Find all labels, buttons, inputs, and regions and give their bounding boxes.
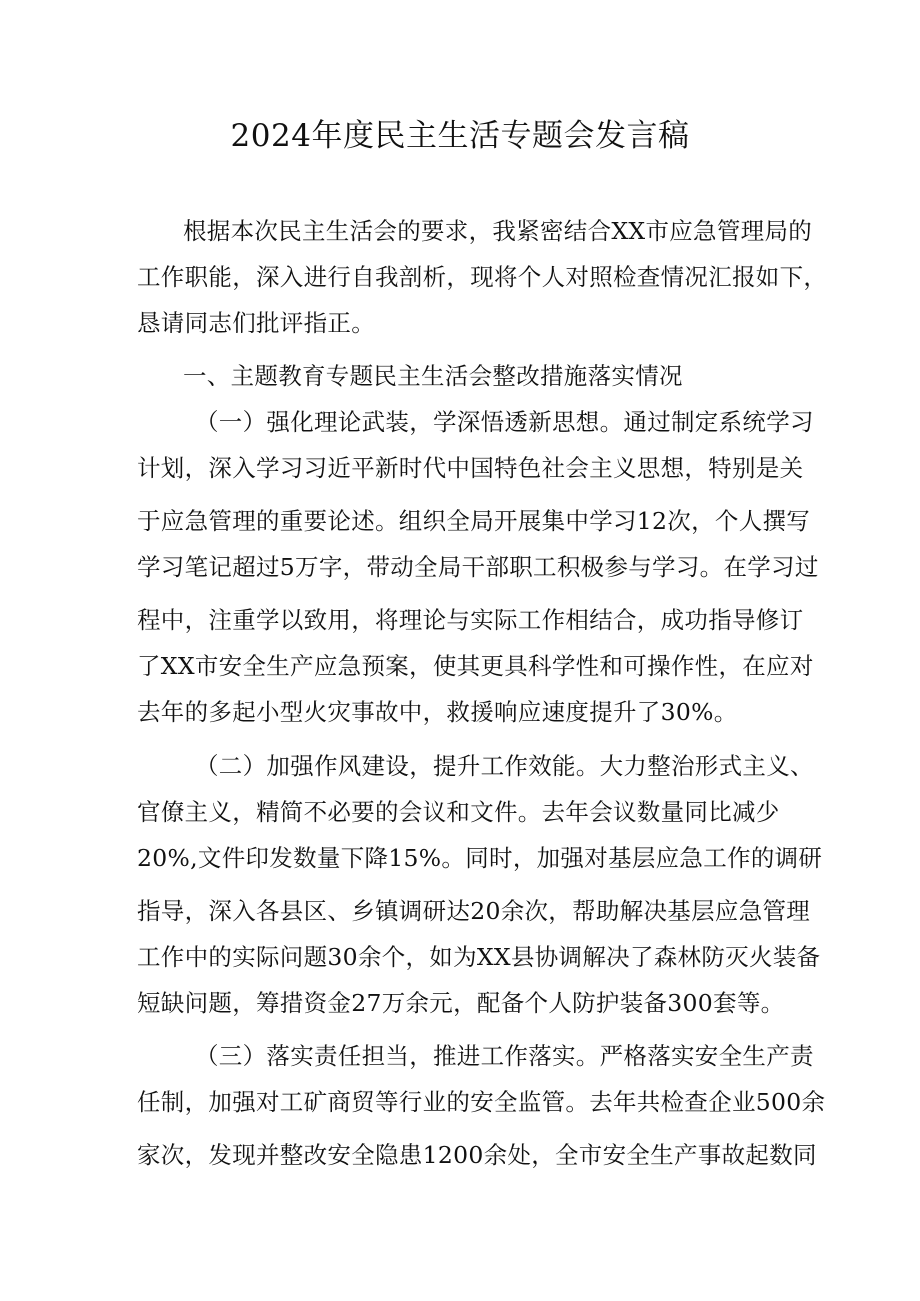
paragraph-line: 指导，深入各县区、乡镇调研达20余次，帮助解决基层应急管理 <box>137 897 811 925</box>
paragraph-line: 程中，注重学以致用，将理论与实际工作相结合，成功指导修订 <box>137 606 804 634</box>
paragraph-line: 于应急管理的重要论述。组织全局开展集中学习12次，个人撰写 <box>137 507 811 535</box>
paragraph-line: 官僚主义，精简不必要的会议和文件。去年会议数量同比减少 <box>137 798 780 826</box>
paragraph-line: （一）强化理论武装，学深悟透新思想。通过制定系统学习 <box>195 408 814 436</box>
paragraph-line: 20%,文件印发数量下降15%。同时，加强对基层应急工作的调研 <box>137 844 823 872</box>
paragraph-line: 任制，加强对工矿商贸等行业的安全监管。去年共检查企业500余 <box>137 1088 826 1116</box>
paragraph-line: 短缺问题，筹措资金27万余元，配备个人防护装备300套等。 <box>137 989 785 1017</box>
section-heading: 一、主题教育专题民主生活会整改措施落实情况 <box>183 362 683 390</box>
paragraph-line: 工作职能，深入进行自我剖析，现将个人对照检查情况汇报如下， <box>137 263 828 291</box>
paragraph-line: 了XX市安全生产应急预案，使其更具科学性和可操作性，在应对 <box>137 652 814 680</box>
paragraph-line: 去年的多起小型火灾事故中，救援响应速度提升了30%。 <box>137 698 738 726</box>
paragraph-line: 计划，深入学习习近平新时代中国特色社会主义思想，特别是关 <box>137 454 804 482</box>
paragraph-line: （三）落实责任担当，推进工作落实。严格落实安全生产责 <box>195 1042 814 1070</box>
paragraph-line: 恳请同志们批评指正。 <box>137 309 375 337</box>
paragraph-line: （二）加强作风建设，提升工作效能。大力整治形式主义、 <box>195 752 814 780</box>
paragraph-line: 工作中的实际问题30余个，如为XX县协调解决了森林防灭火装备 <box>137 943 821 971</box>
paragraph-line: 家次，发现并整改安全隐患1200余处，全市安全生产事故起数同 <box>137 1141 817 1169</box>
paragraph-line: 学习笔记超过5万字，带动全局干部职工积极参与学习。在学习过 <box>137 553 819 581</box>
document-title: 2024年度民主生活专题会发言稿 <box>230 118 690 154</box>
paragraph-line: 根据本次民主生活会的要求，我紧密结合XX市应急管理局的 <box>183 217 813 245</box>
